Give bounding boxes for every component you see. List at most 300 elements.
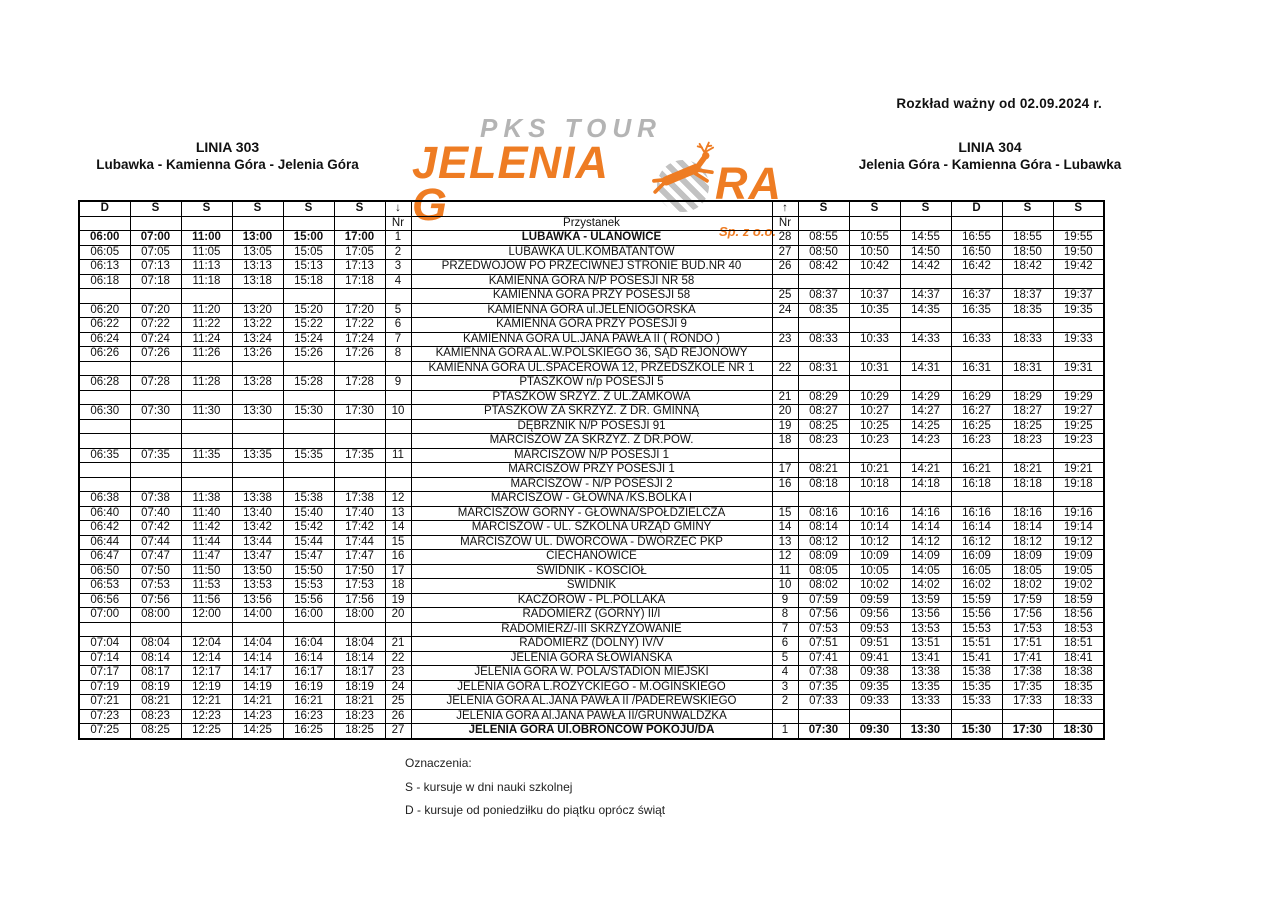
time-cell: 16:23	[951, 434, 1002, 449]
time-cell: 19:12	[1053, 535, 1104, 550]
time-cell: 13:18	[232, 274, 283, 289]
time-cell: 16:42	[951, 260, 1002, 275]
time-cell: 09:53	[849, 622, 900, 637]
table-row	[79, 709, 1104, 724]
time-cell: 09:33	[849, 695, 900, 710]
time-cell: 18:55	[1002, 231, 1053, 246]
table-row	[79, 593, 1104, 608]
stop-name-cell: PTASZKÓW n/p POSESJI 5	[411, 376, 772, 391]
time-cell: 18:12	[1002, 535, 1053, 550]
time-cell: 14:23	[900, 434, 951, 449]
time-cell: 12:14	[181, 651, 232, 666]
nr-header: Nr	[772, 216, 798, 231]
stop-number-cell: 15	[385, 535, 411, 550]
time-cell: 15:35	[283, 448, 334, 463]
table-row	[79, 651, 1104, 666]
time-cell: 18:18	[1002, 477, 1053, 492]
stop-number-cell	[772, 492, 798, 507]
stop-name-cell: ŚWIDNIK	[411, 579, 772, 594]
time-cell: 13:56	[232, 593, 283, 608]
time-cell: 13:00	[232, 231, 283, 246]
stop-number-cell	[385, 622, 411, 637]
time-cell: 14:02	[900, 579, 951, 594]
time-cell: 18:14	[1002, 521, 1053, 536]
table-row	[79, 579, 1104, 594]
table-row	[79, 303, 1104, 318]
time-cell: 07:35	[798, 680, 849, 695]
time-cell: 16:18	[951, 477, 1002, 492]
time-cell: 08:55	[798, 231, 849, 246]
time-cell: 12:23	[181, 709, 232, 724]
legend-item: S - kursuje w dni nauki szkolnej	[405, 780, 573, 794]
table-row	[79, 477, 1104, 492]
time-cell	[283, 289, 334, 304]
time-cell: 15:38	[283, 492, 334, 507]
stop-number-cell: 16	[385, 550, 411, 565]
time-cell: 08:25	[130, 724, 181, 739]
time-cell: 08:16	[798, 506, 849, 521]
stop-number-cell: 3	[385, 260, 411, 275]
daytype-header-row	[79, 201, 1104, 216]
time-cell: 07:00	[79, 608, 130, 623]
time-cell	[181, 361, 232, 376]
time-cell: 08:25	[798, 419, 849, 434]
time-cell: 08:21	[798, 463, 849, 478]
time-cell: 18:53	[1053, 622, 1104, 637]
time-cell: 11:53	[181, 579, 232, 594]
time-cell: 18:41	[1053, 651, 1104, 666]
time-cell: 13:33	[900, 695, 951, 710]
time-cell: 18:51	[1053, 637, 1104, 652]
time-cell	[798, 448, 849, 463]
time-cell: 10:16	[849, 506, 900, 521]
stop-number-cell: 13	[385, 506, 411, 521]
stop-number-cell: 19	[772, 419, 798, 434]
time-cell: 06:05	[79, 245, 130, 260]
stop-number-cell: 2	[772, 695, 798, 710]
table-row	[79, 289, 1104, 304]
stop-name-cell: KAMIENNA GÓRA PRZY POSESJI 9	[411, 318, 772, 333]
stop-name-cell: MARCISZÓW - UL. SZKOLNA URZĄD GMINY	[411, 521, 772, 536]
time-cell: 07:24	[130, 332, 181, 347]
time-cell	[130, 622, 181, 637]
time-cell: 18:31	[1002, 361, 1053, 376]
time-cell: 16:00	[283, 608, 334, 623]
nr-header: Nr	[385, 216, 411, 231]
time-cell: 18:35	[1053, 680, 1104, 695]
time-cell: 15:33	[951, 695, 1002, 710]
time-cell	[798, 274, 849, 289]
time-cell: 19:33	[1053, 332, 1104, 347]
stop-number-cell: 12	[772, 550, 798, 565]
time-cell	[951, 274, 1002, 289]
time-cell: 13:53	[232, 579, 283, 594]
time-cell: 15:56	[951, 608, 1002, 623]
time-cell	[1002, 347, 1053, 362]
time-cell: 18:14	[334, 651, 385, 666]
time-cell: 16:37	[951, 289, 1002, 304]
time-cell: 17:00	[334, 231, 385, 246]
time-cell	[181, 390, 232, 405]
stop-number-cell: 11	[772, 564, 798, 579]
time-cell: 18:21	[334, 695, 385, 710]
time-cell: 07:35	[130, 448, 181, 463]
stop-number-cell: 8	[385, 347, 411, 362]
time-cell: 08:27	[798, 405, 849, 420]
table-row	[79, 463, 1104, 478]
time-cell: 18:56	[1053, 608, 1104, 623]
stop-name-cell: ŚWIDNIK - KOŚCIÓŁ	[411, 564, 772, 579]
time-cell	[900, 492, 951, 507]
stop-number-cell: 25	[772, 289, 798, 304]
time-cell: 18:19	[334, 680, 385, 695]
time-cell	[232, 419, 283, 434]
time-cell: 17:28	[334, 376, 385, 391]
time-cell: 12:25	[181, 724, 232, 739]
time-cell: 13:44	[232, 535, 283, 550]
table-row	[79, 260, 1104, 275]
table-row	[79, 550, 1104, 565]
time-cell: 06:44	[79, 535, 130, 550]
stop-number-cell	[772, 347, 798, 362]
stop-name-cell: RADOMIERZ/-III SKRZYŻOWANIE	[411, 622, 772, 637]
time-cell: 06:24	[79, 332, 130, 347]
time-cell: 14:16	[900, 506, 951, 521]
time-cell: 11:47	[181, 550, 232, 565]
stop-name-cell: KACZORÓW - PL.POLLAKA	[411, 593, 772, 608]
stop-name-cell: KAMIENNA GÓRA N/P POSESJI NR 58	[411, 274, 772, 289]
time-cell: 16:31	[951, 361, 1002, 376]
time-cell	[130, 361, 181, 376]
time-cell: 07:56	[130, 593, 181, 608]
time-cell: 13:47	[232, 550, 283, 565]
table-row	[79, 680, 1104, 695]
stop-number-cell: 17	[385, 564, 411, 579]
stop-number-cell: 23	[385, 666, 411, 681]
time-cell	[849, 376, 900, 391]
table-row	[79, 332, 1104, 347]
time-cell: 14:23	[232, 709, 283, 724]
stop-name-cell: PTASZKÓW ZA SKRZYŻ. Z DR. GMINNĄ	[411, 405, 772, 420]
time-cell: 15:50	[283, 564, 334, 579]
time-cell: 10:12	[849, 535, 900, 550]
time-cell: 06:38	[79, 492, 130, 507]
stop-number-cell: 18	[772, 434, 798, 449]
time-cell: 10:50	[849, 245, 900, 260]
time-cell: 10:35	[849, 303, 900, 318]
time-cell: 14:37	[900, 289, 951, 304]
time-cell: 06:42	[79, 521, 130, 536]
day-type-header: S	[900, 201, 951, 216]
time-cell: 10:21	[849, 463, 900, 478]
time-cell	[951, 492, 1002, 507]
stop-name-cell: KAMIENNA GÓRA ul.JELENIOGÓRSKA	[411, 303, 772, 318]
time-cell: 15:00	[283, 231, 334, 246]
time-cell	[849, 347, 900, 362]
time-cell	[130, 463, 181, 478]
time-cell: 16:14	[951, 521, 1002, 536]
time-cell: 18:25	[1002, 419, 1053, 434]
time-cell: 17:05	[334, 245, 385, 260]
time-cell: 12:21	[181, 695, 232, 710]
time-cell	[951, 448, 1002, 463]
time-cell: 07:41	[798, 651, 849, 666]
time-cell: 17:59	[1002, 593, 1053, 608]
stop-name-cell: JELENIA GÓRA Ul.OBROŃCÓW POKOJU/DA	[411, 724, 772, 739]
time-cell: 18:02	[1002, 579, 1053, 594]
time-cell: 11:13	[181, 260, 232, 275]
time-cell: 17:30	[1002, 724, 1053, 739]
time-cell: 08:00	[130, 608, 181, 623]
stop-number-cell: 4	[772, 666, 798, 681]
time-cell	[283, 361, 334, 376]
time-cell: 15:51	[951, 637, 1002, 652]
valid-from-note: Rozkład ważny od 02.09.2024 r.	[896, 96, 1102, 111]
logo-suffix: Sp. z o.o.	[718, 224, 776, 239]
time-cell: 15:22	[283, 318, 334, 333]
stop-name-cell: CIECHANOWICE	[411, 550, 772, 565]
stop-number-cell	[385, 463, 411, 478]
time-cell: 13:30	[900, 724, 951, 739]
time-cell	[798, 376, 849, 391]
time-cell: 19:23	[1053, 434, 1104, 449]
time-cell: 15:38	[951, 666, 1002, 681]
time-cell: 16:04	[283, 637, 334, 652]
time-cell: 18:38	[1053, 666, 1104, 681]
time-cell: 19:21	[1053, 463, 1104, 478]
stop-number-cell: 14	[772, 521, 798, 536]
time-cell: 10:55	[849, 231, 900, 246]
time-cell: 15:30	[951, 724, 1002, 739]
time-cell: 07:42	[130, 521, 181, 536]
time-cell	[181, 622, 232, 637]
stop-number-cell: 1	[385, 231, 411, 246]
time-cell: 18:05	[1002, 564, 1053, 579]
time-cell: 14:27	[900, 405, 951, 420]
time-cell	[334, 434, 385, 449]
time-cell: 11:00	[181, 231, 232, 246]
time-cell: 12:17	[181, 666, 232, 681]
time-cell: 08:19	[130, 680, 181, 695]
time-cell	[334, 463, 385, 478]
stop-number-cell: 24	[772, 303, 798, 318]
time-cell	[1002, 448, 1053, 463]
stop-number-cell: 7	[385, 332, 411, 347]
time-cell: 08:09	[798, 550, 849, 565]
time-cell: 14:09	[900, 550, 951, 565]
time-cell: 08:33	[798, 332, 849, 347]
stop-number-cell: 9	[385, 376, 411, 391]
stop-number-cell: 19	[385, 593, 411, 608]
time-cell: 19:50	[1053, 245, 1104, 260]
time-cell	[900, 274, 951, 289]
time-cell: 14:50	[900, 245, 951, 260]
stop-number-cell: 21	[772, 390, 798, 405]
time-cell: 19:27	[1053, 405, 1104, 420]
stop-number-cell: 23	[772, 332, 798, 347]
stop-number-cell: 27	[772, 245, 798, 260]
time-cell: 18:29	[1002, 390, 1053, 405]
time-cell: 08:18	[798, 477, 849, 492]
time-cell: 12:00	[181, 608, 232, 623]
time-cell: 16:12	[951, 535, 1002, 550]
stop-number-cell: 8	[772, 608, 798, 623]
time-cell	[130, 477, 181, 492]
time-cell	[1053, 376, 1104, 391]
up-arrow-icon: ↑	[772, 201, 798, 216]
time-cell: 11:24	[181, 332, 232, 347]
line-304-header	[800, 139, 1180, 173]
day-type-header: S	[1002, 201, 1053, 216]
time-cell: 10:23	[849, 434, 900, 449]
time-cell: 07:21	[79, 695, 130, 710]
time-cell: 18:21	[1002, 463, 1053, 478]
time-cell: 17:53	[334, 579, 385, 594]
table-row	[79, 434, 1104, 449]
line-304-route: Jelenia Góra - Kamienna Góra - Lubawka	[858, 157, 1122, 172]
time-cell	[283, 419, 334, 434]
stop-number-cell	[772, 376, 798, 391]
time-cell: 12:19	[181, 680, 232, 695]
time-cell: 16:17	[283, 666, 334, 681]
time-cell: 19:37	[1053, 289, 1104, 304]
label-header-row	[79, 216, 1104, 231]
time-cell: 09:59	[849, 593, 900, 608]
time-cell: 15:53	[951, 622, 1002, 637]
line-304-title: LINIA 304	[958, 139, 1022, 155]
table-row	[79, 245, 1104, 260]
day-type-header: S	[849, 201, 900, 216]
time-cell: 10:05	[849, 564, 900, 579]
time-cell: 07:53	[130, 579, 181, 594]
time-cell: 16:16	[951, 506, 1002, 521]
time-cell: 07:17	[79, 666, 130, 681]
logo-main-right: RA	[715, 158, 782, 209]
stop-number-cell	[385, 434, 411, 449]
time-cell	[1053, 448, 1104, 463]
time-cell	[1002, 376, 1053, 391]
time-cell: 18:04	[334, 637, 385, 652]
time-cell: 13:35	[232, 448, 283, 463]
time-cell: 08:04	[130, 637, 181, 652]
time-cell: 11:56	[181, 593, 232, 608]
time-cell: 16:21	[951, 463, 1002, 478]
line-303-route: Lubawka - Kamienna Góra - Jelenia Góra	[96, 157, 359, 172]
table-row	[79, 608, 1104, 623]
time-cell: 07:59	[798, 593, 849, 608]
time-cell: 15:05	[283, 245, 334, 260]
stop-number-cell	[772, 709, 798, 724]
time-cell: 13:26	[232, 347, 283, 362]
time-cell: 15:44	[283, 535, 334, 550]
time-cell: 14:25	[900, 419, 951, 434]
time-cell: 08:14	[798, 521, 849, 536]
time-cell	[334, 622, 385, 637]
time-cell: 13:24	[232, 332, 283, 347]
time-cell: 11:26	[181, 347, 232, 362]
time-cell	[232, 390, 283, 405]
stop-name-cell: JELENIA GÓRA Al.JANA PAWŁA II/GRUNWALDZKA	[411, 709, 772, 724]
time-cell: 18:27	[1002, 405, 1053, 420]
empty-header-cell	[411, 201, 772, 216]
time-cell: 17:42	[334, 521, 385, 536]
time-cell: 19:31	[1053, 361, 1104, 376]
time-cell: 07:14	[79, 651, 130, 666]
time-cell	[1053, 709, 1104, 724]
time-cell: 06:18	[79, 274, 130, 289]
time-cell	[232, 463, 283, 478]
time-cell: 19:14	[1053, 521, 1104, 536]
stop-name-cell: MARCISZÓW GÓRNY - GŁÓWNA/SPÓŁDZIELCZA	[411, 506, 772, 521]
stop-number-cell: 24	[385, 680, 411, 695]
time-cell: 16:19	[283, 680, 334, 695]
time-cell: 15:41	[951, 651, 1002, 666]
time-cell	[334, 477, 385, 492]
logo-top-text: PKS TOUR	[480, 113, 662, 143]
time-cell: 19:18	[1053, 477, 1104, 492]
time-cell: 06:50	[79, 564, 130, 579]
time-cell: 07:04	[79, 637, 130, 652]
time-cell	[232, 622, 283, 637]
time-cell: 14:14	[232, 651, 283, 666]
time-cell: 17:44	[334, 535, 385, 550]
time-cell: 18:00	[334, 608, 385, 623]
time-cell: 10:02	[849, 579, 900, 594]
time-cell: 14:33	[900, 332, 951, 347]
stop-number-cell: 15	[772, 506, 798, 521]
stop-number-cell	[772, 274, 798, 289]
time-cell	[232, 477, 283, 492]
table-row	[79, 361, 1104, 376]
time-cell	[1053, 492, 1104, 507]
time-cell: 07:47	[130, 550, 181, 565]
time-cell	[232, 361, 283, 376]
time-cell: 17:38	[1002, 666, 1053, 681]
time-cell	[1053, 318, 1104, 333]
time-cell: 17:20	[334, 303, 385, 318]
time-cell: 16:14	[283, 651, 334, 666]
time-cell: 19:09	[1053, 550, 1104, 565]
stop-number-cell: 10	[385, 405, 411, 420]
time-cell: 07:28	[130, 376, 181, 391]
stop-name-cell: KAMIENNA GÓRA UL.JANA PAWŁA II ( RONDO )	[411, 332, 772, 347]
table-row	[79, 347, 1104, 362]
time-cell: 07:40	[130, 506, 181, 521]
logo-main-left: JELENIA G	[412, 137, 608, 230]
time-cell: 19:55	[1053, 231, 1104, 246]
time-cell	[79, 390, 130, 405]
time-cell: 09:38	[849, 666, 900, 681]
time-cell: 13:42	[232, 521, 283, 536]
time-cell: 13:51	[900, 637, 951, 652]
time-cell: 19:16	[1053, 506, 1104, 521]
stop-number-cell: 16	[772, 477, 798, 492]
time-cell	[130, 390, 181, 405]
time-cell: 13:40	[232, 506, 283, 521]
time-cell: 10:27	[849, 405, 900, 420]
time-cell: 17:56	[334, 593, 385, 608]
time-cell: 16:21	[283, 695, 334, 710]
time-cell	[334, 289, 385, 304]
stop-number-cell: 6	[772, 637, 798, 652]
time-cell: 07:05	[130, 245, 181, 260]
stop-number-cell	[385, 477, 411, 492]
time-cell	[1053, 274, 1104, 289]
stop-number-cell	[385, 390, 411, 405]
time-cell	[798, 709, 849, 724]
time-cell: 09:51	[849, 637, 900, 652]
time-cell: 13:30	[232, 405, 283, 420]
